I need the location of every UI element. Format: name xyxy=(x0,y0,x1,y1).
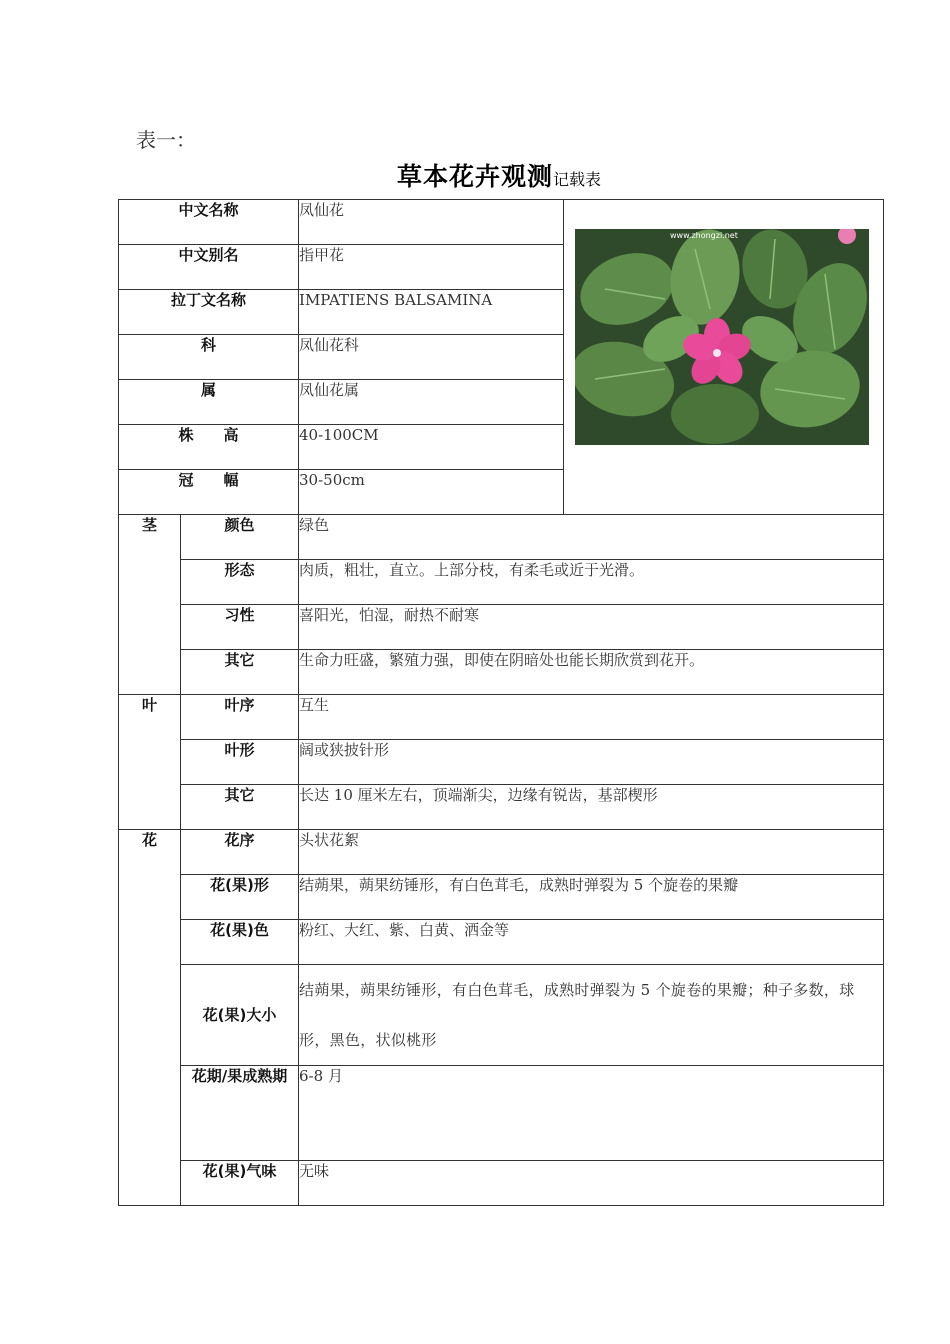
row-value: 喜阳光，怕湿，耐热不耐寒 xyxy=(299,605,884,650)
group-flower: 花 xyxy=(119,830,181,1206)
photo-cell xyxy=(564,200,884,515)
row-value: 30-50cm xyxy=(299,470,564,515)
table-row xyxy=(119,875,884,920)
title-sub: 记载表 xyxy=(553,170,602,189)
row-label: 花期/果成熟期 xyxy=(181,1066,299,1161)
table-row xyxy=(119,920,884,965)
page-title xyxy=(0,157,950,193)
row-value: 互生 xyxy=(299,695,884,740)
row-label: 习性 xyxy=(181,605,299,650)
table-row xyxy=(119,1161,884,1206)
row-value: 凤仙花科 xyxy=(299,335,564,380)
row-value: 阔或狭披针形 xyxy=(299,740,884,785)
table-row xyxy=(119,785,884,830)
row-value: 40-100CM xyxy=(299,425,564,470)
row-label: 叶序 xyxy=(181,695,299,740)
row-value: 长达 10 厘米左右，顶端渐尖，边缘有锐齿，基部楔形 xyxy=(299,785,884,830)
table-row xyxy=(119,830,884,875)
row-value: 6-8 月 xyxy=(299,1066,884,1161)
group-stem: 茎 xyxy=(119,515,181,695)
row-value: 生命力旺盛，繁殖力强，即使在阴暗处也能长期欣赏到花开。 xyxy=(299,650,884,695)
row-label: 花(果)气味 xyxy=(181,1161,299,1206)
row-label: 叶形 xyxy=(181,740,299,785)
table-label: 表一： xyxy=(136,128,196,152)
table-row xyxy=(119,560,884,605)
table-row xyxy=(119,965,884,1066)
row-label: 中文别名 xyxy=(119,245,299,290)
table-row xyxy=(119,200,884,245)
table-row xyxy=(119,1066,884,1161)
row-value: IMPATIENS BALSAMINA xyxy=(299,290,564,335)
observation-table xyxy=(118,199,884,1206)
row-label: 科 xyxy=(119,335,299,380)
row-label: 花(果)色 xyxy=(181,920,299,965)
row-value: 凤仙花属 xyxy=(299,380,564,425)
row-label: 中文名称 xyxy=(119,200,299,245)
row-label: 其它 xyxy=(181,785,299,830)
table-row xyxy=(119,650,884,695)
photo-watermark: www.zhongzi.net xyxy=(670,231,738,240)
row-value: 指甲花 xyxy=(299,245,564,290)
row-value: 绿色 xyxy=(299,515,884,560)
row-value: 无味 xyxy=(299,1161,884,1206)
impatiens-photo xyxy=(575,229,869,445)
row-value: 结蒴果，蒴果纺锤形，有白色茸毛，成熟时弹裂为 5 个旋卷的果瓣；种子多数，球形，黑色，状似桃形 xyxy=(299,965,884,1066)
table-row xyxy=(119,515,884,560)
row-value: 结蒴果，蒴果纺锤形，有白色茸毛，成熟时弹裂为 5 个旋卷的果瓣 xyxy=(299,875,884,920)
row-label: 拉丁文名称 xyxy=(119,290,299,335)
table-row xyxy=(119,695,884,740)
row-label: 其它 xyxy=(181,650,299,695)
row-value: 粉红、大红、紫、白黄、洒金等 xyxy=(299,920,884,965)
row-label: 花(果)大小 xyxy=(181,965,299,1066)
row-label: 花(果)形 xyxy=(181,875,299,920)
group-leaf: 叶 xyxy=(119,695,181,830)
table-row xyxy=(119,740,884,785)
row-label: 颜色 xyxy=(181,515,299,560)
row-label: 冠 幅 xyxy=(119,470,299,515)
title-main: 草本花卉观测 xyxy=(396,162,553,191)
row-label: 株 高 xyxy=(119,425,299,470)
flower-photo xyxy=(575,229,869,445)
row-value: 凤仙花 xyxy=(299,200,564,245)
row-value: 肉质，粗壮，直立。上部分枝，有柔毛或近于光滑。 xyxy=(299,560,884,605)
table-row xyxy=(119,605,884,650)
row-label: 形态 xyxy=(181,560,299,605)
row-value: 头状花絮 xyxy=(299,830,884,875)
row-label: 属 xyxy=(119,380,299,425)
row-label: 花序 xyxy=(181,830,299,875)
